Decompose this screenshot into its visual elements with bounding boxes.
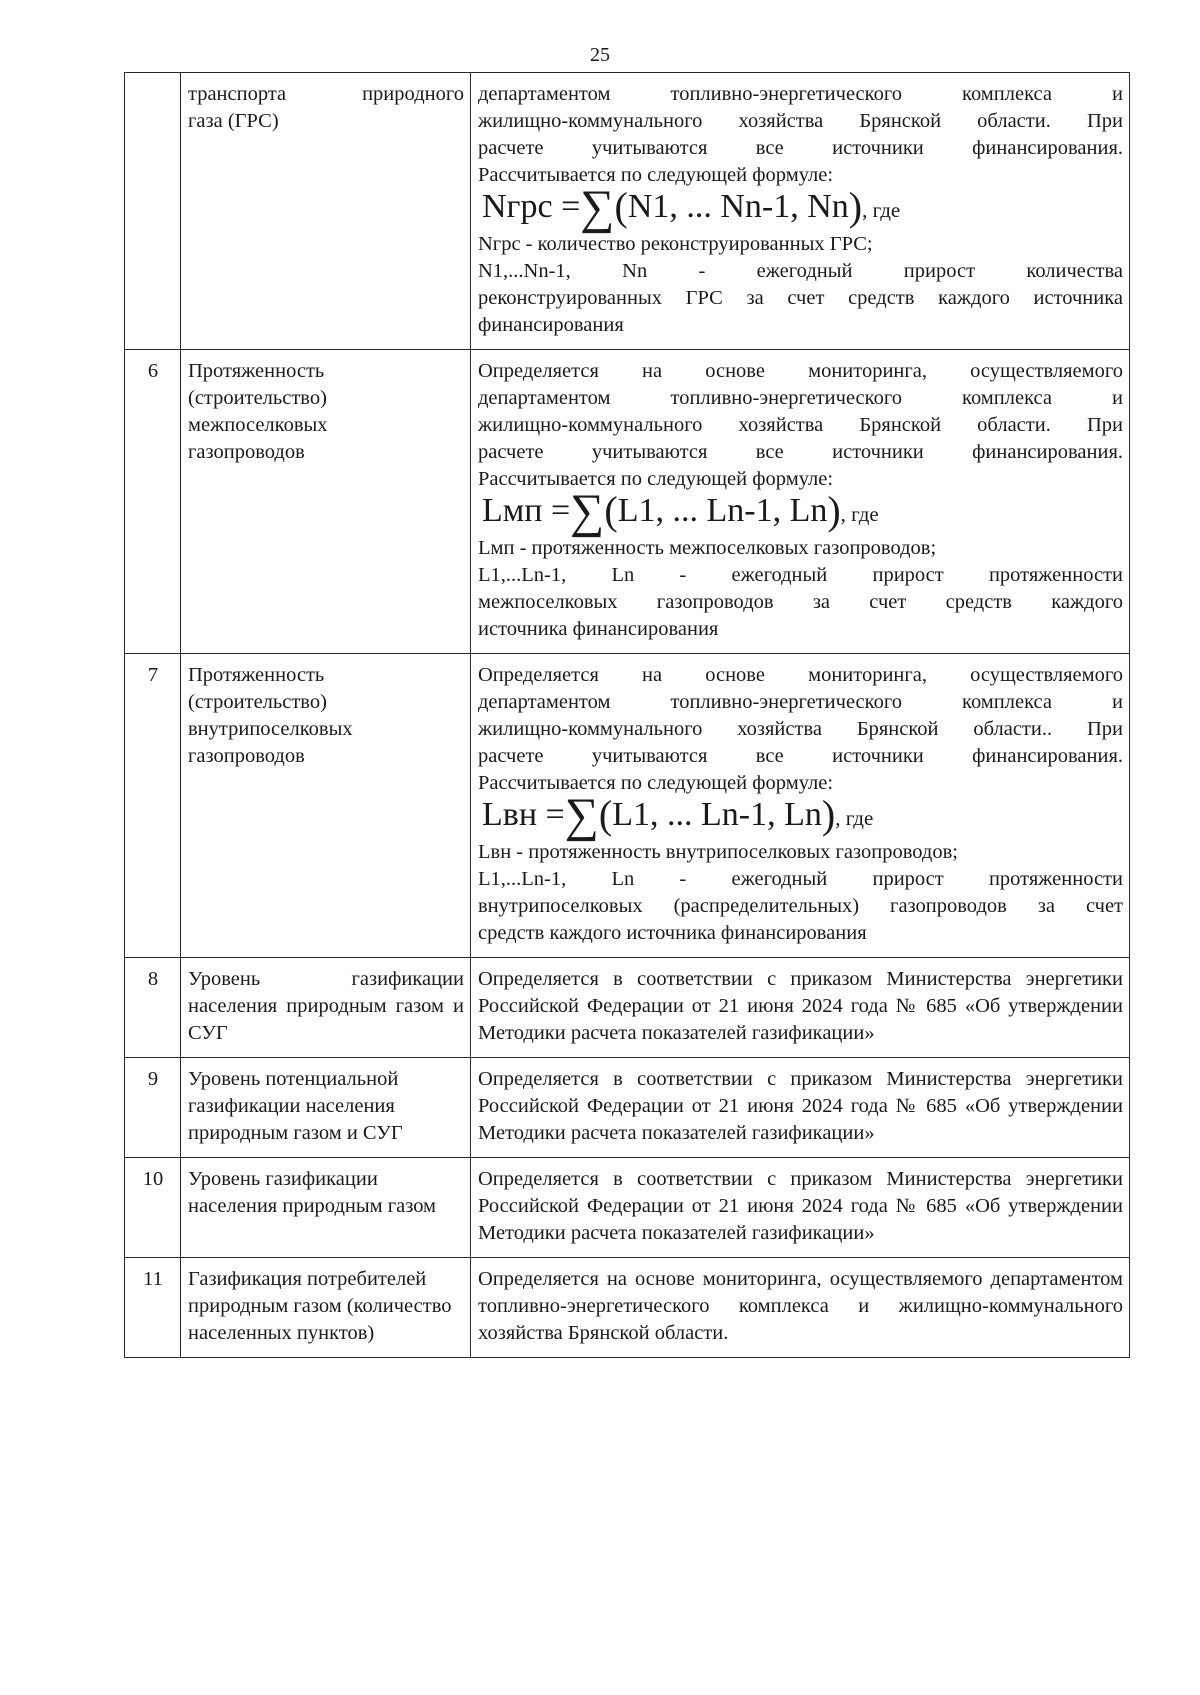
name-line: (строительство) <box>188 691 327 713</box>
table-row <box>125 654 1130 958</box>
table-row <box>125 1158 1130 1258</box>
desc-line: межпоселковых газопроводов за счет средств каждого <box>478 591 1123 613</box>
desc-line: жилищно-коммунального хозяйства Брянской области.. При <box>478 718 1123 740</box>
formula-tail: , где <box>835 806 874 830</box>
sum-symbol: ∑ <box>564 789 599 842</box>
name-line: транспорта природного <box>188 83 464 105</box>
indicator-description <box>471 654 1130 958</box>
desc-line: L1,...Ln-1, Ln - ежегодный прирост протяженности <box>478 868 1123 890</box>
sum-symbol: ∑ <box>570 485 605 538</box>
indicator-description: Определяется на основе мониторинга, осуществляемого департаментом топливно-энергетического комплекса и жилищно-коммунального хозяйства Брянской области. <box>471 1258 1130 1358</box>
formula-lhs: Lмп = <box>482 492 571 529</box>
desc-line: финансирования <box>478 314 624 336</box>
row-number: 10 <box>125 1158 181 1258</box>
name-line: газопроводов <box>188 441 305 463</box>
name-line: газопроводов <box>188 745 305 767</box>
row-number: 8 <box>125 958 181 1058</box>
formula-tail: , где <box>862 198 901 222</box>
desc-line: расчете учитываются все источники финансирования. <box>478 137 1123 159</box>
row-number: 11 <box>125 1258 181 1358</box>
desc-line: расчете учитываются все источники финансирования. <box>478 745 1123 767</box>
indicator-table <box>124 72 1130 1358</box>
desc-line: Определяется на основе мониторинга, осуществляемого <box>478 664 1123 686</box>
formula-lhs: Lвн = <box>482 796 565 833</box>
formula-lhs: Nгрс = <box>482 188 581 225</box>
formula-body: L1, ... Ln-1, Ln <box>612 796 822 833</box>
desc-line: департаментом топливно-энергетического комплекса и <box>478 691 1123 713</box>
indicator-description: Определяется в соответствии с приказом Министерства энергетики Российской Федерации от 21 июня 2024 года № 685 «Об утверждении Методики расчета показателей газификации» <box>471 1058 1130 1158</box>
desc-line: Nгрс - количество реконструированных ГРС; <box>478 233 873 255</box>
formula: Nгрс =∑(N1, ... Nn-1, Nn), где <box>482 181 901 234</box>
row-number: 7 <box>125 654 181 958</box>
name-line: межпоселковых <box>188 414 328 436</box>
desc-line: реконструированных ГРС за счет средств каждого источника <box>478 287 1123 309</box>
formula-body: L1, ... Ln-1, Ln <box>617 492 828 529</box>
desc-line: Lвн - протяженность внутрипоселковых газопроводов; <box>478 841 958 863</box>
indicator-description: Определяется в соответствии с приказом Министерства энергетики Российской Федерации от 21 июня 2024 года № 685 «Об утверждении Методики расчета показателей газификации» <box>471 958 1130 1058</box>
name-line: (строительство) <box>188 387 327 409</box>
desc-line: Lмп - протяженность межпоселковых газопроводов; <box>478 537 937 559</box>
row-number: 9 <box>125 1058 181 1158</box>
name-line: газа (ГРС) <box>188 110 279 132</box>
indicator-name <box>181 73 471 350</box>
table-row <box>125 73 1130 350</box>
formula-body: N1, ... Nn-1, Nn <box>627 188 849 225</box>
table-row <box>125 350 1130 654</box>
sum-symbol: ∑ <box>580 181 615 234</box>
indicator-name: Уровень газификации населения природным газом и СУГ <box>181 958 471 1058</box>
name-line: Протяженность <box>188 360 325 382</box>
indicator-name <box>181 350 471 654</box>
row-number: 6 <box>125 350 181 654</box>
name-line: Протяженность <box>188 664 325 686</box>
desc-line: расчете учитываются все источники финансирования. <box>478 441 1123 463</box>
desc-line: департаментом топливно-энергетического комплекса и <box>478 83 1123 105</box>
formula-intro: Рассчитывается по следующей формуле: <box>478 164 834 186</box>
indicator-description <box>471 350 1130 654</box>
formula: Lмп =∑(L1, ... Ln-1, Ln), где <box>482 485 879 538</box>
desc-line: жилищно-коммунального хозяйства Брянской области. При <box>478 110 1123 132</box>
desc-line: L1,...Ln-1, Ln - ежегодный прирост протяженности <box>478 564 1123 586</box>
table-row <box>125 1058 1130 1158</box>
formula-intro: Рассчитывается по следующей формуле: <box>478 468 834 490</box>
desc-line: департаментом топливно-энергетического комплекса и <box>478 387 1123 409</box>
desc-line: N1,...Nn-1, Nn - ежегодный прирост количества <box>478 260 1123 282</box>
formula-tail: , где <box>840 502 879 526</box>
row-number <box>125 73 181 350</box>
desc-line: внутрипоселковых (распределительных) газопроводов за счет <box>478 895 1123 917</box>
table-row <box>125 1258 1130 1358</box>
indicator-name <box>181 654 471 958</box>
table-row <box>125 958 1130 1058</box>
indicator-description: Определяется в соответствии с приказом Министерства энергетики Российской Федерации от 21 июня 2024 года № 685 «Об утверждении Методики расчета показателей газификации» <box>471 1158 1130 1258</box>
formula-intro: Рассчитывается по следующей формуле: <box>478 772 834 794</box>
indicator-name: Уровень потенциальной газификации населения природным газом и СУГ <box>181 1058 471 1158</box>
desc-line: средств каждого источника финансирования <box>478 922 867 944</box>
page-number: 25 <box>590 44 610 66</box>
indicator-name: Газификация потребителей природным газом (количество населенных пунктов) <box>181 1258 471 1358</box>
formula: Lвн =∑(L1, ... Ln-1, Ln), где <box>482 789 874 842</box>
name-line: внутрипоселковых <box>188 718 353 740</box>
desc-line: жилищно-коммунального хозяйства Брянской области. При <box>478 414 1123 436</box>
indicator-description <box>471 73 1130 350</box>
desc-line: Определяется на основе мониторинга, осуществляемого <box>478 360 1123 382</box>
desc-line: источника финансирования <box>478 618 719 640</box>
indicator-name: Уровень газификации населения природным газом <box>181 1158 471 1258</box>
